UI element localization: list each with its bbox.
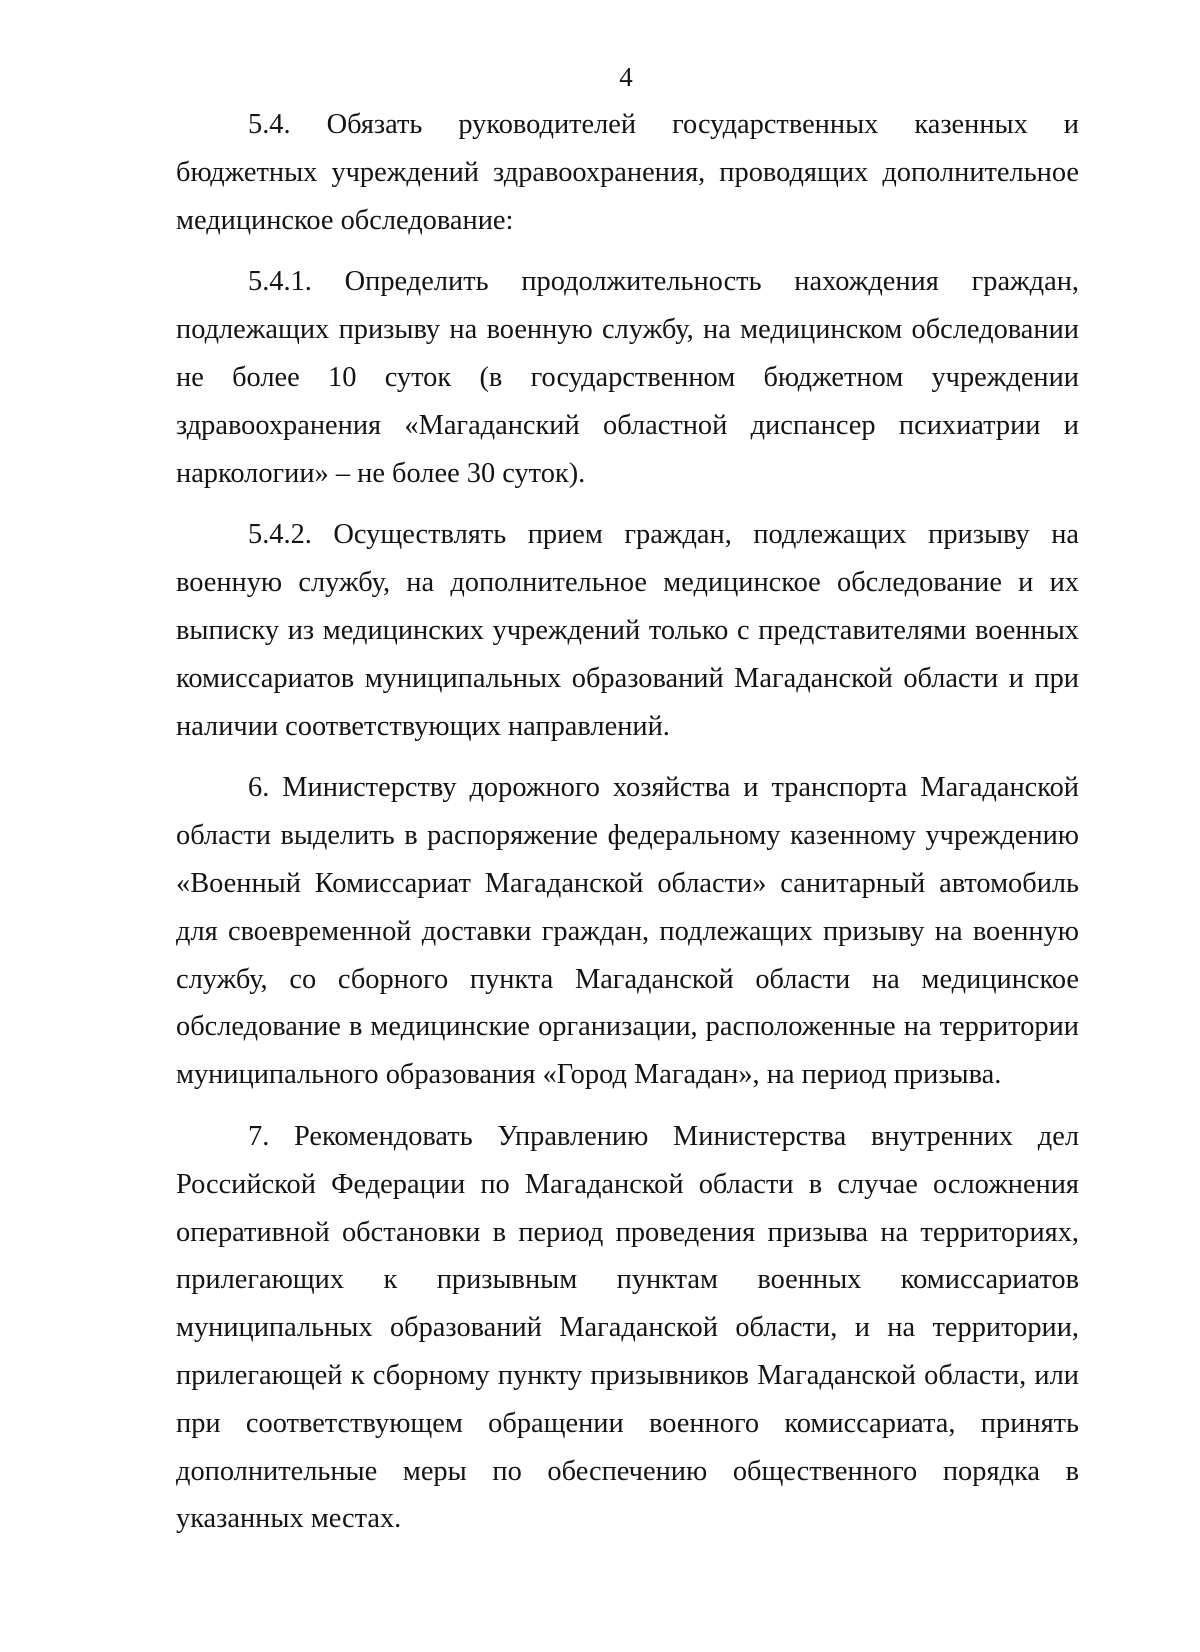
paragraph-5-4-1: 5.4.1. Определить продолжительность нахождения граждан, подлежащих призыву на военную службу, на медицинском обследовании не более 10 суток (в государственном бюджетном учреждении здравоохранения «Магаданский областной диспансер психиатрии и наркологии» – не более 30 суток). <box>176 266 1079 489</box>
paragraph-6: 6. Министерству дорожного хозяйства и транспорта Магаданской области выделить в распоряжение федеральному казенному учреждению «Военный Комиссариат Магаданской области» санитарный автомобиль для своевременной доставки граждан, подлежащих призыву на военную службу, со сборного пункта Магаданской области на медицинское обследование в медицинские организации, расположенные на территории муниципального образования «Город Магадан», на период призыва. <box>176 772 1079 1091</box>
paragraph-5-4: 5.4. Обязать руководителей государственных казенных и бюджетных учреждений здравоохранения, проводящих дополнительное медицинское обследование: <box>176 109 1079 236</box>
page-number: 4 <box>619 62 633 92</box>
paragraph-7: 7. Рекомендовать Управлению Министерства внутренних дел Российской Федерации по Магаданской области в случае осложнения оперативной обстановки в период проведения призыва на территориях, прилегающих к призывным пунктам военных комиссариатов муниципальных образований Магаданской области, и на территории, прилегающей к сборному пункту призывников Магаданской области, или при соответствующем обращении военного комиссариата, принять дополнительные меры по обеспечению общественного порядка в указанных местах. <box>176 1120 1079 1535</box>
document-body <box>176 101 1079 1557</box>
paragraph-5-4-2: 5.4.2. Осуществлять прием граждан, подлежащих призыву на военную службу, на дополнительное медицинское обследование и их выписку из медицинских учреждений только с представителями военных комиссариатов муниципальных образований Магаданской области и при наличии соответствующих направлений. <box>176 519 1079 742</box>
